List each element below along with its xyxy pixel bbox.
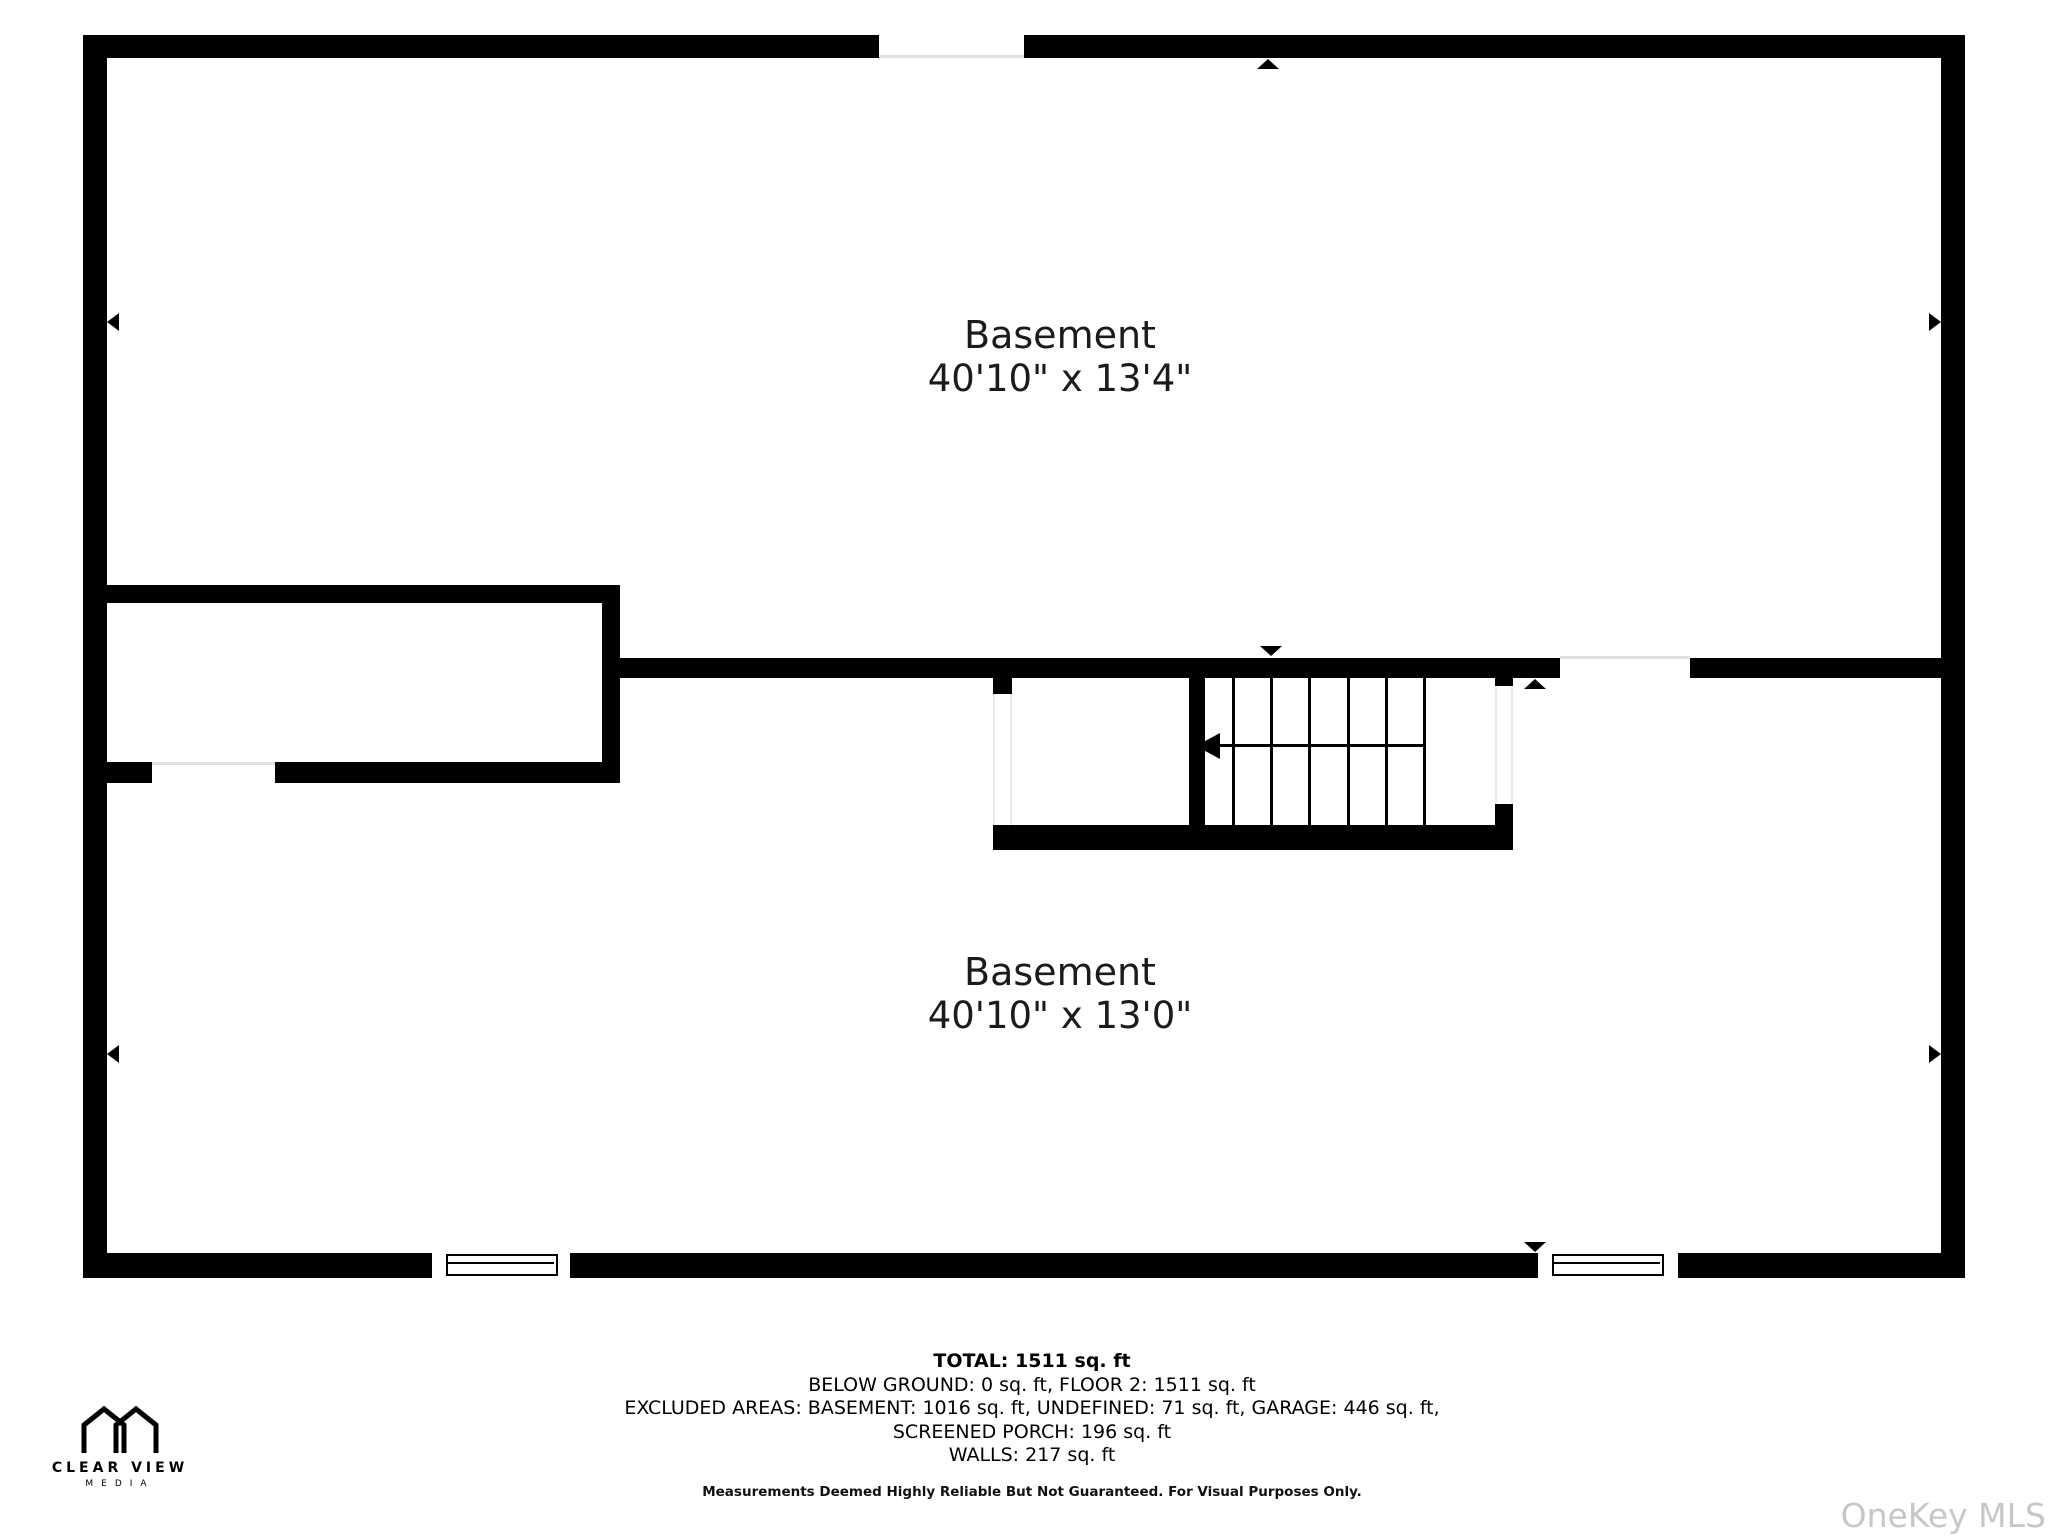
window-right-frame (1552, 1254, 1664, 1276)
stair-direction-line (1218, 744, 1423, 747)
top-door-opening-line (879, 55, 1024, 58)
left-wall (83, 35, 107, 1278)
stair-right-doorwall-top (1495, 678, 1513, 686)
top-wall-right-segment (1024, 35, 1965, 58)
stair-tread (1308, 678, 1311, 825)
room-label-basement-upper (824, 314, 1296, 400)
logo-name-text: CLEAR VIEW (51, 1460, 189, 1476)
stair-right-doorwall-bottom (1495, 804, 1513, 825)
summary-screened-porch: SCREENED PORCH: 196 sq. ft (892, 1420, 1172, 1443)
room-door-opening-line (152, 762, 275, 765)
entry-marker-stair-right-icon (1524, 679, 1546, 689)
room-label-basement-lower (824, 951, 1296, 1037)
stair-tread (1232, 678, 1235, 825)
summary-below-ground: BELOW GROUND: 0 sq. ft, FLOOR 2: 1511 sq. ft (808, 1373, 1256, 1396)
summary-total: TOTAL: 1511 sq. ft (933, 1350, 1131, 1372)
logo-sub-text: MEDIA (85, 1479, 155, 1489)
middle-door-opening-line (1560, 656, 1690, 659)
room-name: Basement (964, 950, 1156, 994)
stair-left-doorwall-stub (993, 678, 1012, 694)
onekey-mls-watermark: OneKey MLS (1840, 1496, 2046, 1535)
entry-marker-left-lower-icon (107, 1045, 119, 1063)
bottom-wall-segment-1 (83, 1253, 432, 1278)
room-dimensions: 40'10" x 13'0" (927, 994, 1193, 1037)
stair-left-door-edge-1 (993, 694, 995, 825)
window-left-mullion (448, 1262, 554, 1264)
room-dimensions: 40'10" x 13'4" (927, 357, 1193, 400)
stair-right-door-edge-1 (1495, 686, 1497, 804)
room-name: Basement (964, 313, 1156, 357)
stair-tread (1385, 678, 1388, 825)
disclaimer-text: Measurements Deemed Highly Reliable But Not Guaranteed. For Visual Purposes Only. (702, 1484, 1362, 1500)
double-house-icon (78, 1404, 162, 1454)
room-bottom-stub (107, 762, 152, 783)
room-bottom-wall (275, 762, 620, 783)
clear-view-media-logo (40, 1404, 200, 1489)
summary-walls: WALLS: 217 sq. ft (948, 1444, 1116, 1466)
entry-marker-right-upper-icon (1929, 313, 1941, 331)
entry-marker-top-icon (1257, 59, 1279, 69)
summary-excluded: EXCLUDED AREAS: BASEMENT: 1016 sq. ft, UNDEFINED: 71 sq. ft, GARAGE: 446 sq. ft, (624, 1397, 1440, 1419)
stair-direction-arrow-icon (1196, 733, 1220, 759)
bottom-wall-segment-3 (1678, 1253, 1965, 1278)
stair-bottom-wall (993, 825, 1513, 850)
window-right-mullion (1554, 1262, 1660, 1264)
room-top-wall (107, 585, 620, 603)
entry-marker-left-upper-icon (107, 313, 119, 331)
area-summary (16, 1350, 2048, 1468)
stair-right-door-edge-2 (1511, 686, 1513, 804)
entry-marker-stair-top-icon (1260, 646, 1282, 656)
stair-left-door-edge-2 (1010, 694, 1012, 825)
stair-tread (1270, 678, 1273, 825)
room-right-wall (602, 585, 620, 783)
entry-marker-bottom-wall-icon (1524, 1242, 1546, 1252)
stair-tread (1423, 678, 1426, 825)
entry-marker-right-lower-icon (1929, 1045, 1941, 1063)
middle-wall-left-segment (602, 658, 1560, 678)
middle-wall-right-segment (1690, 658, 1941, 678)
right-wall (1941, 35, 1965, 1278)
stair-tread (1347, 678, 1350, 825)
stair-divider-wall (1189, 678, 1205, 850)
top-wall-left-segment (83, 35, 879, 58)
bottom-wall-segment-2 (570, 1253, 1538, 1278)
window-left-frame (446, 1254, 558, 1276)
